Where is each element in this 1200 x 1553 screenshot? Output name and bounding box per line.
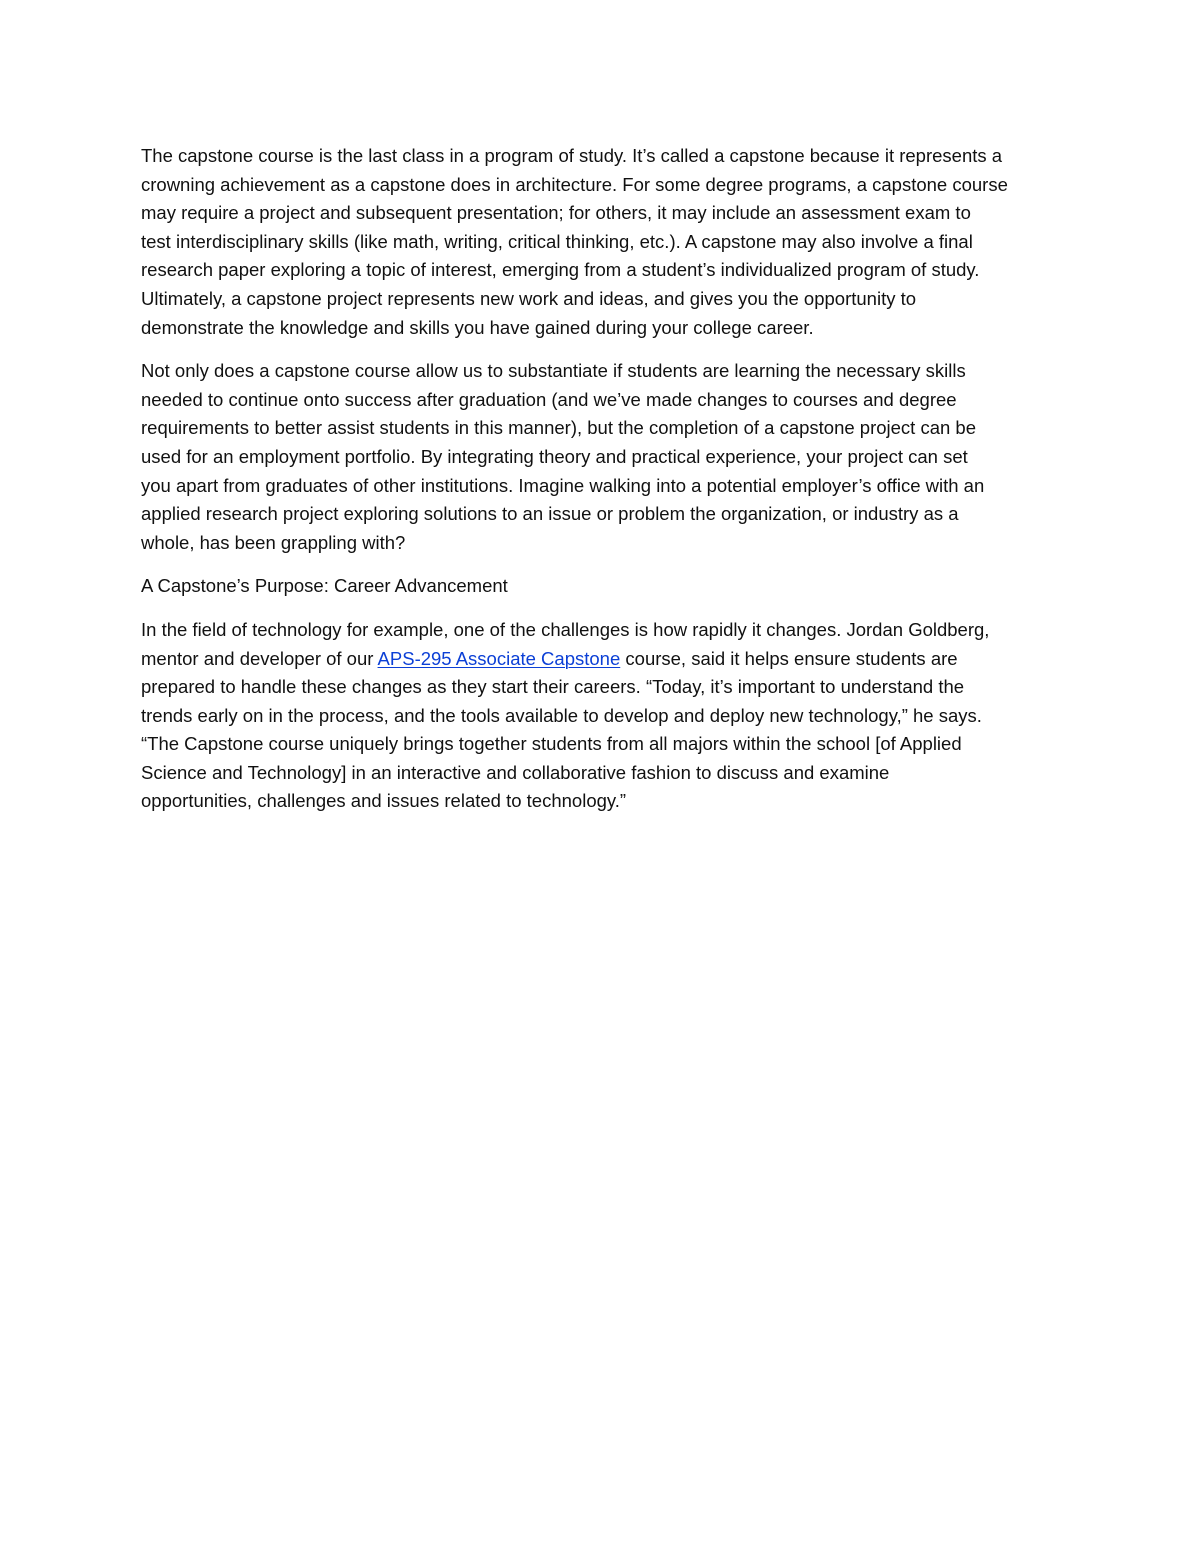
- text-line: you apart from graduates of other institutions. Imagine walking into a potential employer’s office with an: [141, 474, 985, 496]
- document-body: [141, 142, 1063, 831]
- text-fragment: mentor and developer of our: [141, 647, 378, 669]
- text-line: research paper exploring a topic of interest, emerging from a student’s individualized program of study.: [141, 259, 980, 281]
- text-line: prepared to handle these changes as they start their careers. “Today, it’s important to understand the: [141, 676, 965, 698]
- text-line: demonstrate the knowledge and skills you have gained during your college career.: [141, 316, 814, 338]
- text-line-with-link: [141, 645, 1063, 674]
- section-heading: [141, 572, 1063, 601]
- heading-text: A Capstone’s Purpose: Career Advancement: [141, 575, 508, 597]
- text-line: Ultimately, a capstone project represents new work and ideas, and gives you the opportunity to: [141, 287, 917, 309]
- text-line: needed to continue onto success after graduation (and we’ve made changes to courses and degree: [141, 388, 957, 410]
- text-line: whole, has been grappling with?: [141, 531, 406, 553]
- paragraph-technology: [141, 616, 1063, 816]
- text-line: requirements to better assist students in this manner), but the completion of a capstone project can be: [141, 417, 977, 439]
- text-line: Science and Technology] in an interactive and collaborative fashion to discuss and examine: [141, 761, 890, 783]
- text-line: test interdisciplinary skills (like math, writing, critical thinking, etc.). A capstone may also involve a final: [141, 230, 973, 252]
- text-line: In the field of technology for example, one of the challenges is how rapidly it changes. Jordan Goldberg,: [141, 618, 990, 640]
- text-line: The capstone course is the last class in a program of study. It’s called a capstone because it represents a: [141, 145, 1003, 166]
- text-line: “The Capstone course uniquely brings together students from all majors within the school [of Applied: [141, 733, 962, 755]
- text-line: applied research project exploring solutions to an issue or problem the organization, or industry as a: [141, 503, 959, 525]
- text-line: may require a project and subsequent presentation; for others, it may include an assessment exam to: [141, 202, 971, 224]
- paragraph-benefits: [141, 357, 1063, 557]
- course-link[interactable]: APS-295 Associate Capstone: [377, 647, 621, 669]
- text-fragment: course, said it helps ensure students are: [620, 647, 958, 669]
- text-line: trends early on in the process, and the tools available to develop and deploy new technology,” he says.: [141, 704, 982, 726]
- text-line: opportunities, challenges and issues related to technology.”: [141, 790, 627, 812]
- text-line: Not only does a capstone course allow us to substantiate if students are learning the necessary skills: [141, 360, 966, 382]
- text-line: crowning achievement as a capstone does in architecture. For some degree programs, a capstone course: [141, 173, 1008, 195]
- paragraph-intro: [141, 142, 1063, 342]
- text-line: used for an employment portfolio. By integrating theory and practical experience, your project can set: [141, 445, 968, 467]
